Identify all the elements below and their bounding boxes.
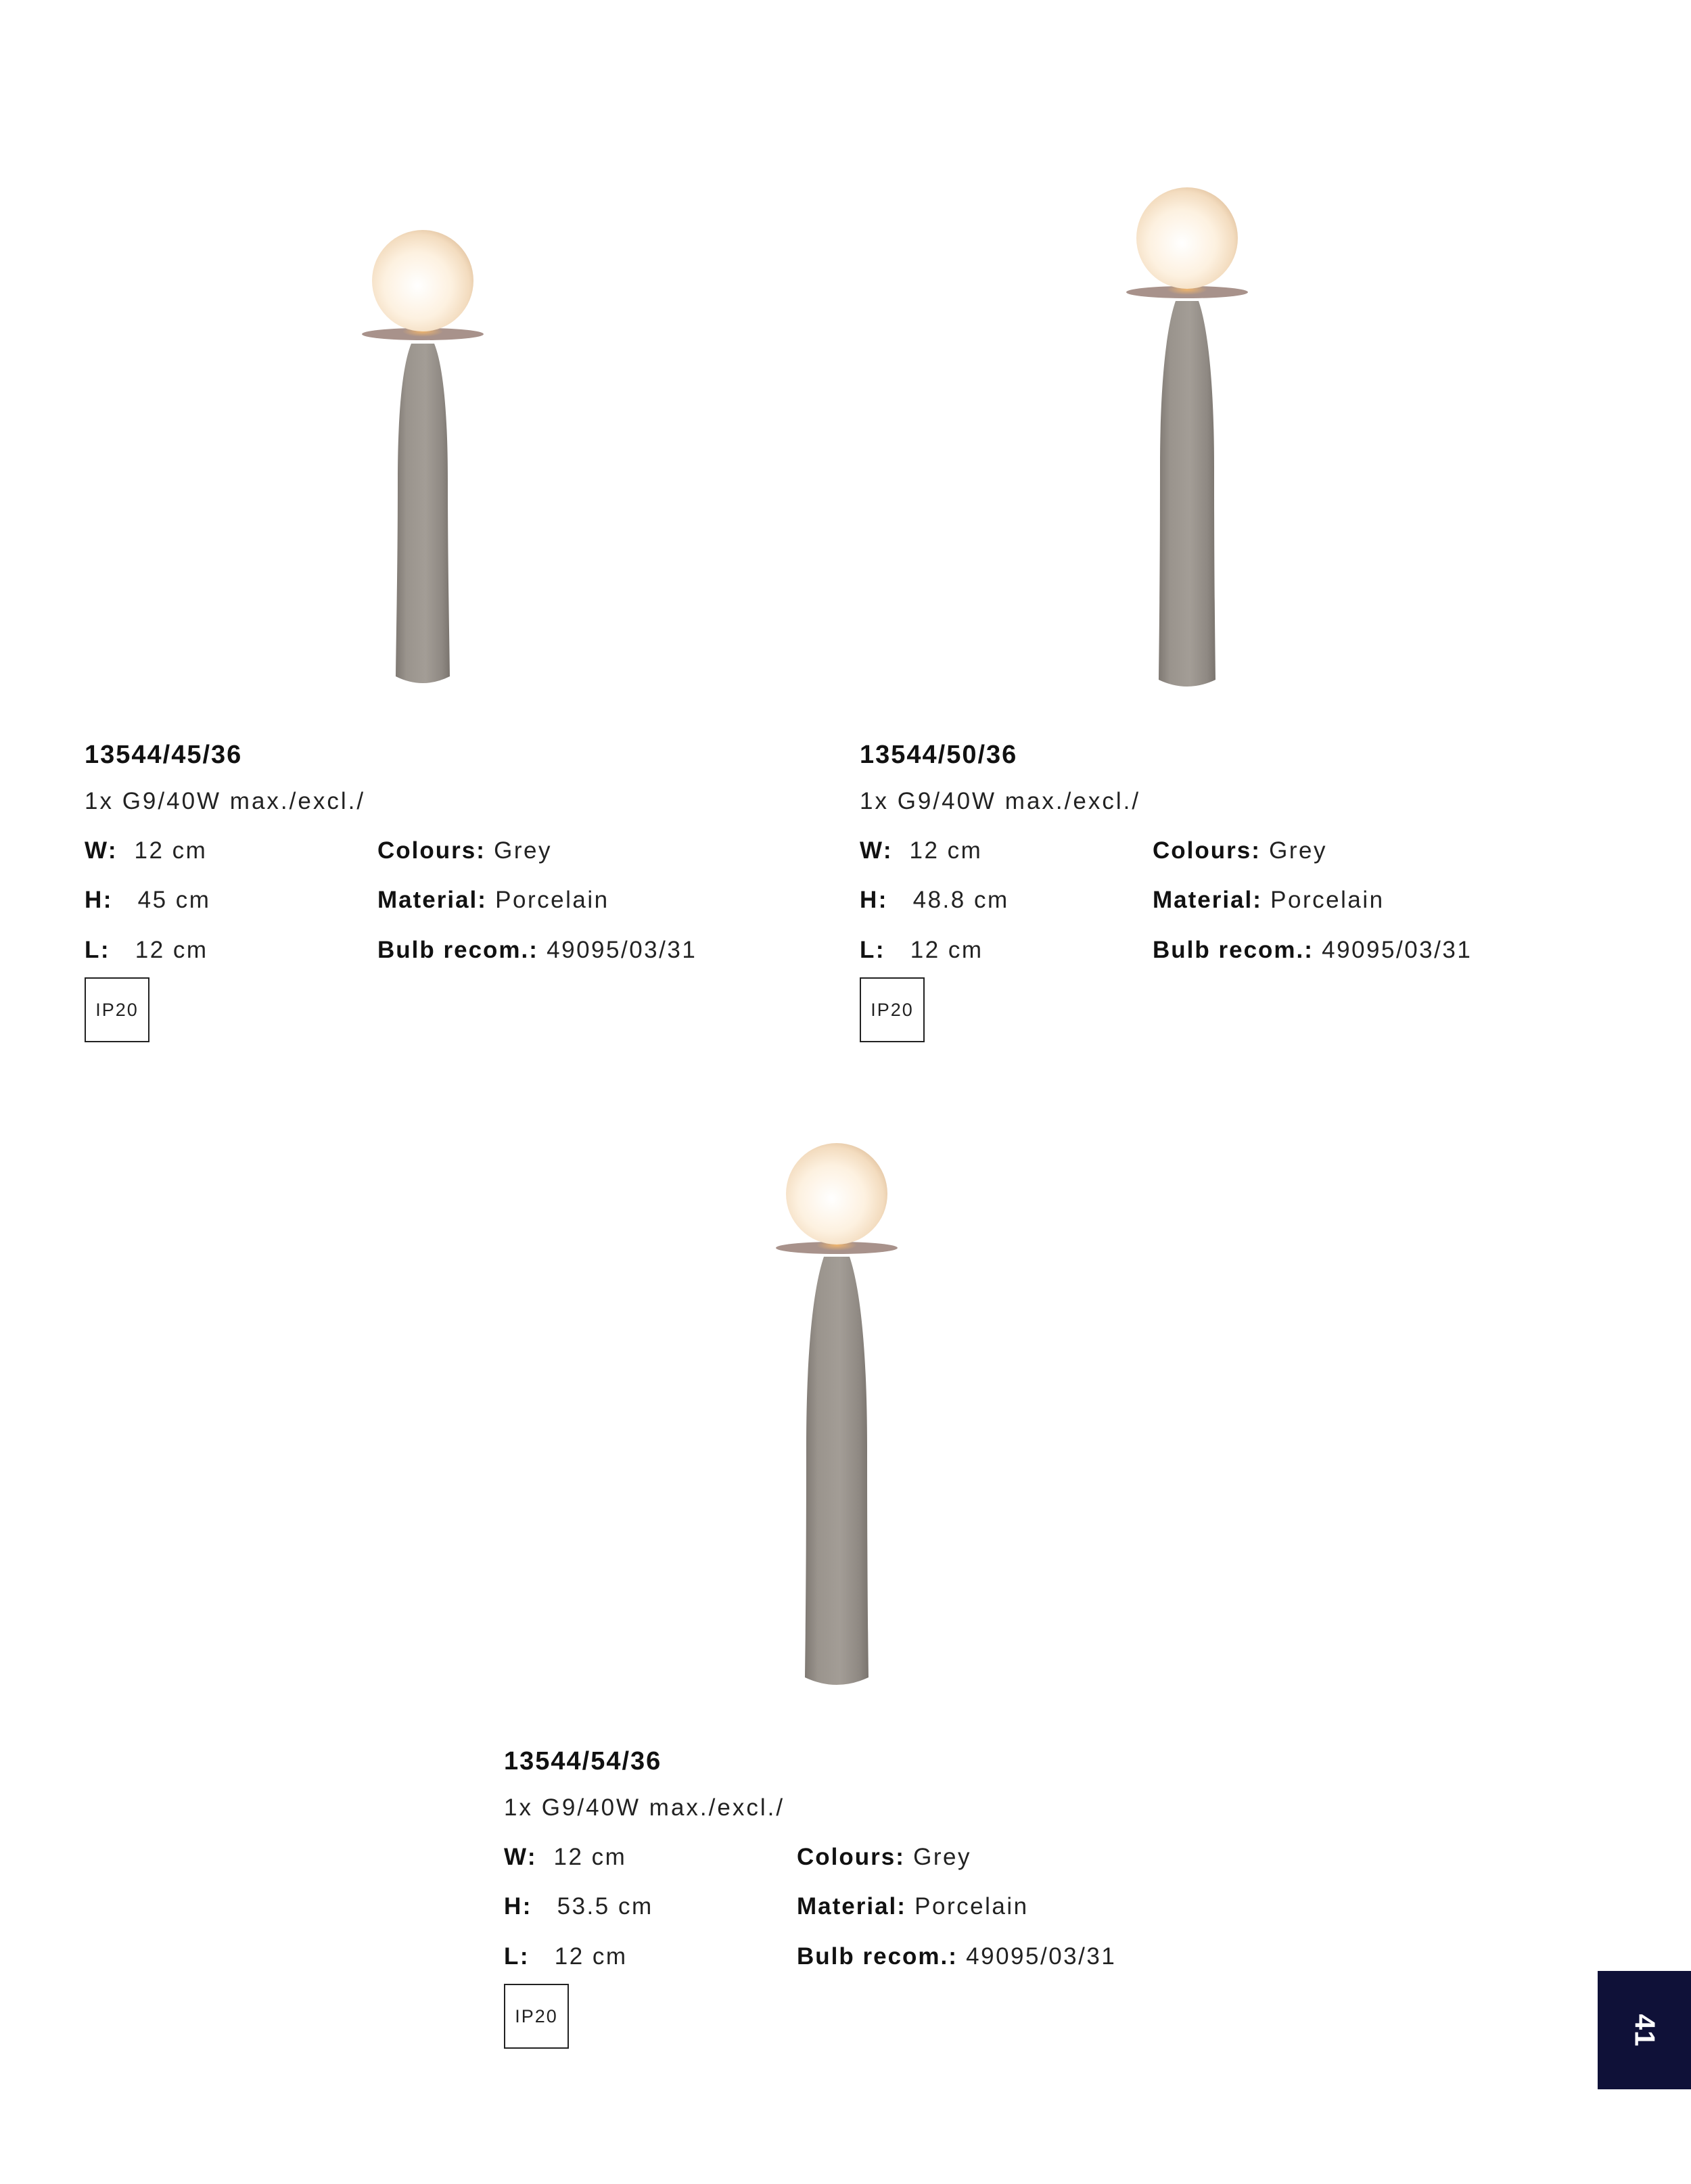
bulb-spec: 1x G9/40W max./excl./: [85, 788, 366, 814]
height-spec: H: 48.8 cm: [860, 887, 1009, 913]
product-sku: 13544/54/36: [504, 1747, 662, 1775]
bulb-recom-spec: Bulb recom.: 49095/03/31: [797, 1943, 1117, 1970]
length-value: 12 cm: [135, 937, 208, 963]
length-spec: L: 12 cm: [860, 937, 983, 963]
bulb-recom-spec: Bulb recom.: 49095/03/31: [377, 937, 697, 963]
height-spec: H: 53.5 cm: [504, 1893, 653, 1920]
width-value: 12 cm: [909, 837, 983, 864]
width-value: 12 cm: [134, 837, 208, 864]
length-spec: L: 12 cm: [504, 1943, 628, 1970]
height-value: 45 cm: [137, 887, 211, 913]
colours-spec: Colours: Grey: [797, 1844, 971, 1870]
lamp-image-3: [766, 1136, 908, 1691]
height-spec: H: 45 cm: [85, 887, 211, 913]
length-value: 12 cm: [910, 937, 983, 963]
bulb-recom-spec: Bulb recom.: 49095/03/31: [1153, 937, 1473, 963]
height-value: 48.8 cm: [912, 887, 1009, 913]
lamp-image-1: [352, 223, 494, 690]
colours-spec: Colours: Grey: [377, 837, 552, 864]
width-spec: W: 12 cm: [860, 837, 983, 864]
ip-rating-badge: IP20: [504, 1984, 569, 2049]
lamp-image-2: [1116, 183, 1258, 690]
length-spec: L: 12 cm: [85, 937, 208, 963]
ip-rating-badge: IP20: [85, 977, 149, 1042]
product-sku: 13544/50/36: [860, 741, 1018, 769]
ip-rating-badge: IP20: [860, 977, 925, 1042]
length-value: 12 cm: [554, 1943, 628, 1970]
material-spec: Material: Porcelain: [1153, 887, 1385, 913]
product-sku: 13544/45/36: [85, 741, 243, 769]
material-spec: Material: Porcelain: [377, 887, 609, 913]
width-spec: W: 12 cm: [85, 837, 208, 864]
material-spec: Material: Porcelain: [797, 1893, 1029, 1920]
bulb-spec: 1x G9/40W max./excl./: [860, 788, 1141, 814]
colours-spec: Colours: Grey: [1153, 837, 1327, 864]
width-value: 12 cm: [553, 1844, 627, 1870]
height-value: 53.5 cm: [557, 1893, 653, 1920]
bulb-spec: 1x G9/40W max./excl./: [504, 1794, 785, 1821]
width-spec: W: 12 cm: [504, 1844, 627, 1870]
page-number-tab: [1598, 1971, 1691, 2089]
page-number: 41: [1629, 2014, 1661, 2047]
